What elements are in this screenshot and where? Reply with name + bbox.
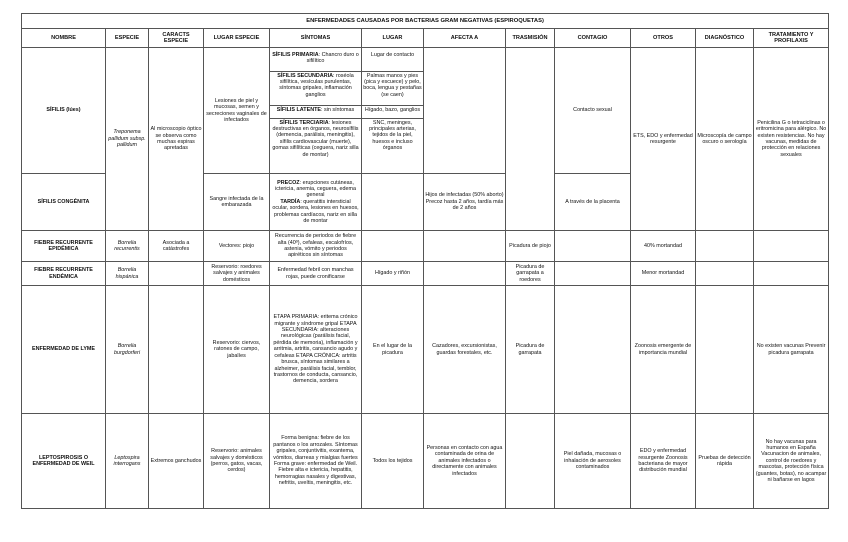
cell-tratamiento bbox=[754, 231, 829, 262]
cell-contagio bbox=[555, 286, 631, 414]
cell-lugar bbox=[362, 48, 424, 174]
cell-sintomas: Forma benigna: fiebre de los pantanos o los arrozales. Síntomas gripales, conjuntivitis, exantema, vómitos, diarreas y mialgias fuertes Forma grave: enfermedad de Weil. Fiebre alta e ictericia, hepatitis, hemorragias nasales y digestivas, nefritis, uveítis, meningitis, etc. bbox=[270, 414, 362, 509]
cell-contagio bbox=[555, 231, 631, 262]
stage-terciaria: SÍFILIS TERCIARIA: lesiones destructivas en órganos, neurosífilis (demencia, parálisis, meningitis), sífilis cardiovascular (muerte), gomas sifilíticas (ceguera, nariz silla de montar) bbox=[272, 119, 359, 158]
cell-otros: 40% mortandad bbox=[631, 231, 696, 262]
col-header-lugar-especie: LUGAR ESPECIE bbox=[204, 29, 270, 48]
lugar-secundaria: Palmas manos y pies (pica y escuece) y pelo, boca, lengua y pestañas (se caen) bbox=[362, 72, 424, 106]
cell-afecta bbox=[424, 231, 506, 262]
header-row bbox=[22, 29, 829, 48]
table-row bbox=[22, 48, 829, 174]
cell-lugar-especie: Sangre infectada de la embarazada bbox=[204, 174, 270, 231]
row-name-leptospirosis: LEPTOSPIROSIS O ENFERMEDAD DE WEIL bbox=[22, 414, 106, 509]
cell-afecta bbox=[424, 48, 506, 174]
cell-sintomas: Recurrencia de periodos de fiebre alta (40º), cefaleas, escalofríos, astenia, vómito y periodos apiréticos sin síntomas bbox=[270, 231, 362, 262]
cell-contagio bbox=[555, 262, 631, 286]
cell-caracts: Al microscopio óptico se observa como muchas espiras apretadas bbox=[149, 48, 204, 231]
cell-otros: ETS, EDO y enfermedad resurgente bbox=[631, 48, 696, 231]
table-row bbox=[22, 231, 829, 262]
cell-sintomas: PRECOZ: erupciones cutáneas, ictericia, anemia, ceguera, edema general TARDÍA: queratitis intersticial ocular, sordera, lesiones en huesos, problemas cardíacos, nariz en silla de montar bbox=[270, 174, 362, 231]
cell-lugar-especie: Lesiones de piel y mucosas, semen y secreciones vaginales de infectados bbox=[204, 48, 270, 174]
cell-lugar: Todos los tejidos bbox=[362, 414, 424, 509]
cell-lugar-especie: Vectores: piojo bbox=[204, 231, 270, 262]
cell-caracts bbox=[149, 286, 204, 414]
cell-tratamiento: No hay vacunas para humanos en España Vacunacion de animales, control de roedores y mascotas, protección física (guantes, botas), no acampar ni bañarse en lagos bbox=[754, 414, 829, 509]
cell-afecta: Hijos de infectadas (50% aborto) Precoz hasta 2 años, tardía más de 2 años bbox=[424, 174, 506, 231]
cell-especie: Treponema pallidum subsp. pallidum bbox=[106, 48, 149, 231]
cell-diagnostico bbox=[696, 286, 754, 414]
cell-caracts bbox=[149, 262, 204, 286]
col-header-tratamiento: TRATAMIENTO Y PROFILAXIS bbox=[754, 29, 829, 48]
cell-diagnostico: Pruebas de detección rápida bbox=[696, 414, 754, 509]
cell-lugar-especie: Reservorio: ciervos, ratones de campo, jabalíes bbox=[204, 286, 270, 414]
row-name-sifilis: SÍFILIS (lúes) bbox=[22, 48, 106, 174]
cell-afecta: Personas en contacto con agua contaminada de orina de animales infectados o directamente con animales infectados bbox=[424, 414, 506, 509]
table-row bbox=[22, 414, 829, 509]
cell-contagio: Piel dañada, mucosas o inhalación de aerosoles contaminados bbox=[555, 414, 631, 509]
cell-lugar-especie: Reservorio: animales salvajes y domésticos (perros, gatos, vacas, cerdos) bbox=[204, 414, 270, 509]
cell-especie: Borrelia recurrentis bbox=[106, 231, 149, 262]
cell-tratamiento bbox=[754, 262, 829, 286]
cell-otros: EDO y enfermedad resurgente Zoonosis bacteriana de mayor distribución mundial bbox=[631, 414, 696, 509]
cell-afecta: Cazadores, excursionistas, guardas forestales, etc. bbox=[424, 286, 506, 414]
cell-sintomas bbox=[270, 48, 362, 174]
cell-lugar: En el lugar de la picadura bbox=[362, 286, 424, 414]
cell-especie: Leptospira interrogans bbox=[106, 414, 149, 509]
cell-otros: Zoonosis emergente de importancia mundial bbox=[631, 286, 696, 414]
cell-caracts: Extremos ganchudos bbox=[149, 414, 204, 509]
row-name-fiebre-endemica: FIEBRE RECURRENTE ENDÉMICA bbox=[22, 262, 106, 286]
row-name-lyme: ENFERMEDAD DE LYME bbox=[22, 286, 106, 414]
cell-trasmision: Picadura de piojo bbox=[506, 231, 555, 262]
lugar-terciaria: SNC, meninges, principales arterias, tejidos de la piel, huesos e incluso órganos bbox=[369, 119, 416, 152]
col-header-lugar: LUGAR bbox=[362, 29, 424, 48]
cell-contagio: A través de la placenta bbox=[555, 174, 631, 231]
col-header-nombre: NOMBRE bbox=[22, 29, 106, 48]
cell-afecta bbox=[424, 262, 506, 286]
table-row bbox=[22, 262, 829, 286]
cell-caracts: Asociada a catástrofes bbox=[149, 231, 204, 262]
stage-secundaria: SÍFILIS SECUNDARIA: roséola sifilítica, vesículas purulentas, síntomas gripales, inflamación ganglios bbox=[270, 72, 362, 106]
cell-especie: Borrelia hispánica bbox=[106, 262, 149, 286]
cell-diagnostico: Microscopía de campo oscuro o serología bbox=[696, 48, 754, 231]
stage-primaria: SÍFILIS PRIMARIA: Chancro duro o sifilítico bbox=[270, 51, 362, 72]
row-name-congenita: SÍFILIS CONGÉNITA bbox=[22, 174, 106, 231]
cell-diagnostico bbox=[696, 262, 754, 286]
table-row bbox=[22, 286, 829, 414]
cell-sintomas: Enfermedad febril con manchas rojas, puede cronificarse bbox=[270, 262, 362, 286]
cell-trasmision: Picadura de garrapata a roedores bbox=[506, 262, 555, 286]
col-header-sintomas: SÍNTOMAS bbox=[270, 29, 362, 48]
cell-otros: Menor mortandad bbox=[631, 262, 696, 286]
cell-lugar: Hígado y riñón bbox=[362, 262, 424, 286]
col-header-otros: OTROS bbox=[631, 29, 696, 48]
col-header-caracts: CARACTS ESPECIE bbox=[149, 29, 204, 48]
col-header-especie: ESPECIE bbox=[106, 29, 149, 48]
cell-lugar bbox=[362, 174, 424, 231]
cell-contagio: Contacto sexual bbox=[555, 48, 631, 174]
lugar-latente: Hígado, bazo, ganglios bbox=[362, 106, 424, 119]
cell-trasmision bbox=[506, 414, 555, 509]
cell-trasmision bbox=[506, 48, 555, 231]
col-header-trasmision: TRASMISIÓN bbox=[506, 29, 555, 48]
cell-diagnostico bbox=[696, 231, 754, 262]
col-header-afecta: AFECTA A bbox=[424, 29, 506, 48]
stage-latente: SÍFILIS LATENTE: sin síntomas bbox=[270, 106, 362, 119]
lugar-primaria: Lugar de contacto bbox=[362, 51, 424, 72]
row-name-fiebre-epidemica: FIEBRE RECURRENTE EPIDÉMICA bbox=[22, 231, 106, 262]
cell-lugar bbox=[362, 231, 424, 262]
cell-trasmision: Picadura de garrapata bbox=[506, 286, 555, 414]
cell-lugar-especie: Reservorio: roedores salvajes y animales domésticos bbox=[204, 262, 270, 286]
cell-tratamiento: No existen vacunas Prevenir picadura garrapata bbox=[754, 286, 829, 414]
diseases-table bbox=[21, 13, 829, 509]
table-title: ENFERMEDADES CAUSADAS POR BACTERIAS GRAM NEGATIVAS (ESPIROQUETAS) bbox=[22, 14, 829, 29]
col-header-contagio: CONTAGIO bbox=[555, 29, 631, 48]
col-header-diagnostico: DIAGNÓSTICO bbox=[696, 29, 754, 48]
cell-especie: Borrelia burgdorferi bbox=[106, 286, 149, 414]
cell-tratamiento: Penicilina G o tetraciclinas o eritromicina para alérgico. No existen resistencias. No hay vacunas, medidas de protección en relaciones sexuales bbox=[754, 48, 829, 231]
cell-sintomas: ETAPA PRIMARIA: eritema crónico migrante y síndrome gripal ETAPA SECUNDARIA: alteraciones neurológicas (parálisis facial, pérdida de memoria), inflamación y arritmia, artritis, cansancio agudo y cefaleas ETAPA CRÓNICA: artritis brusca, síntomas similares a alzheimer, parálisis facial, temblor, trastornos de conducta, cansancio, demencia, sordera bbox=[270, 286, 362, 414]
